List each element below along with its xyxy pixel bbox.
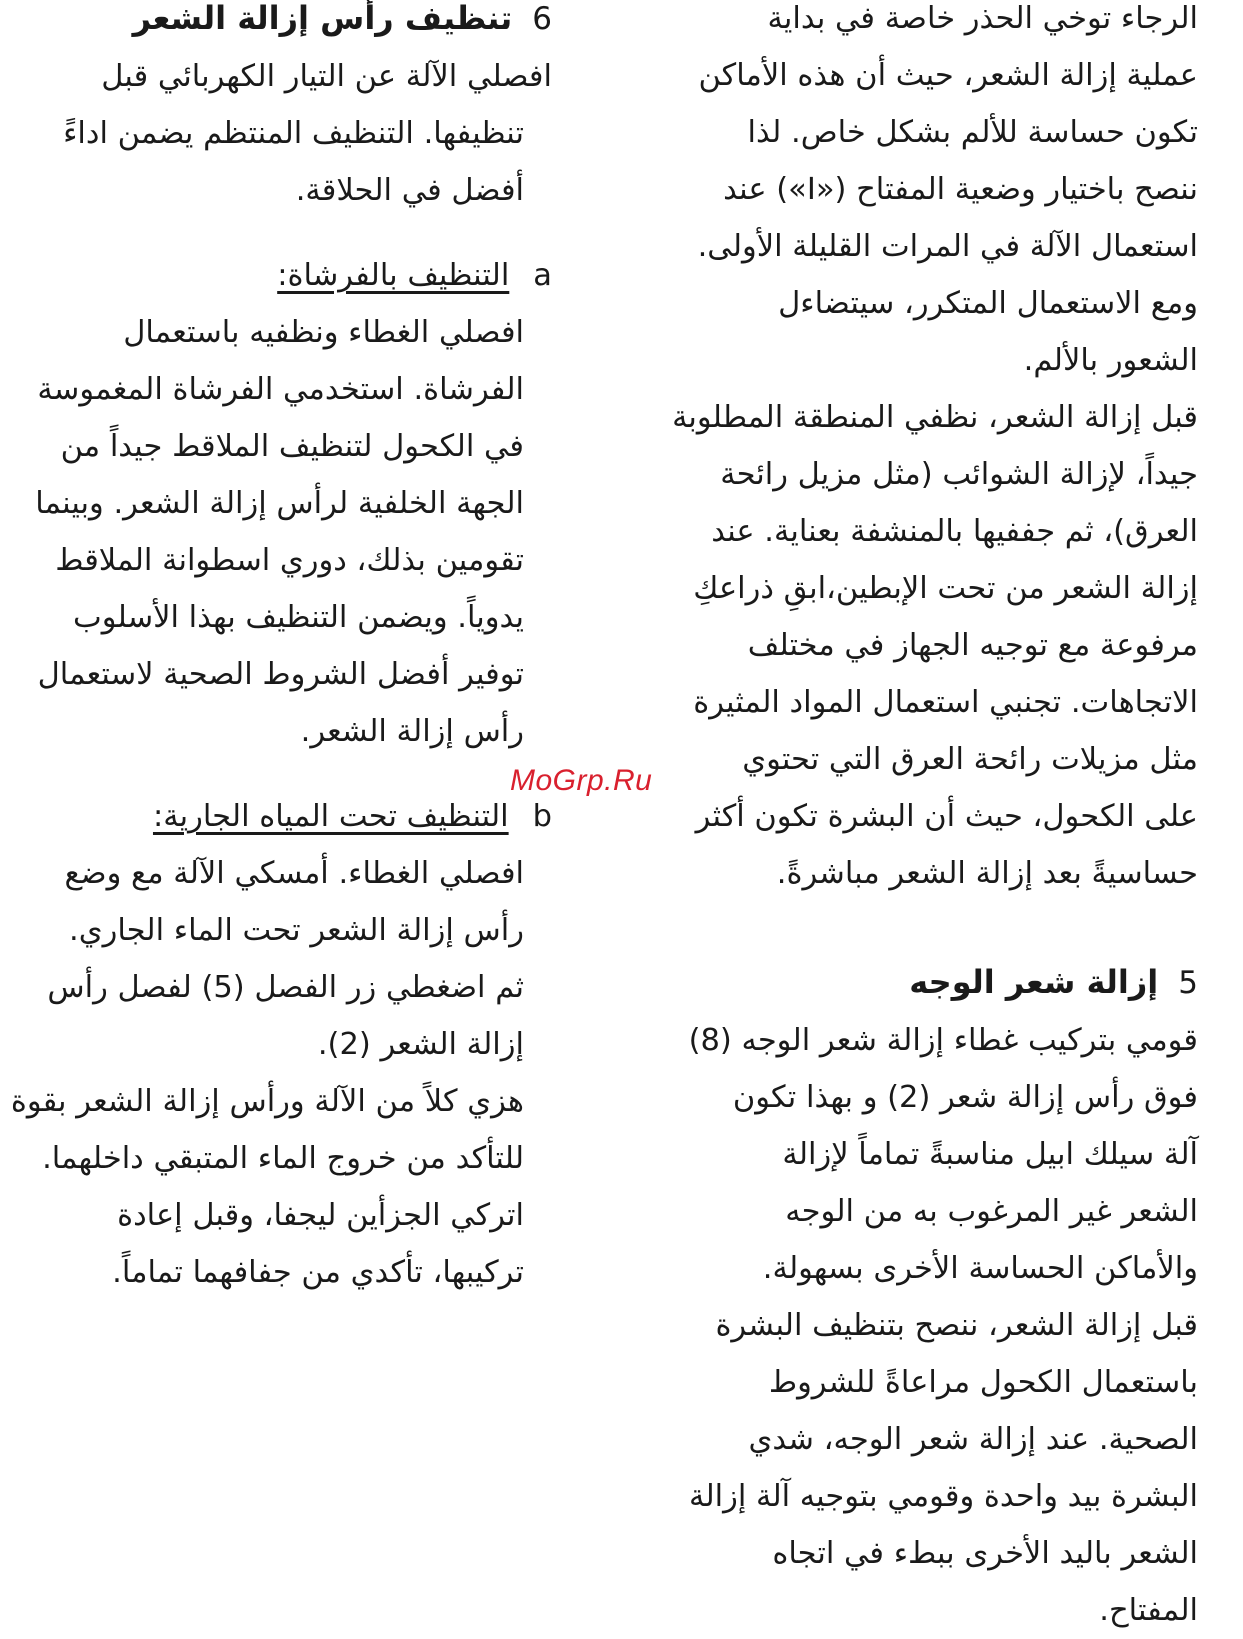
text-line: مثل مزيلات رائحة العرق التي تحتوي: [742, 742, 1198, 777]
section-title: تنظيف رأس إزالة الشعر: [132, 0, 513, 37]
text-line: إزالة الشعر (2).: [317, 1027, 524, 1062]
text-line: الشعر غير المرغوب به من الوجه: [785, 1194, 1198, 1229]
subsection-a: [0, 247, 552, 760]
text-line: والأماكن الحساسة الأخرى بسهولة.: [762, 1251, 1198, 1286]
text-line: تقومين بذلك، دوري اسطوانة الملاقط: [55, 543, 524, 578]
left-column: [0, 0, 552, 1301]
subsection-title: التنظيف بالفرشاة:: [277, 258, 510, 293]
text-line: مرفوعة مع توجيه الجهاز في مختلف: [747, 628, 1198, 663]
text-line: العرق)، ثم جففيها بالمنشفة بعناية. عند: [711, 514, 1198, 549]
watermark-text: MoGrp.Ru: [510, 764, 653, 797]
subsection-letter: b: [532, 799, 552, 834]
text-line: قبل إزالة الشعر، ننصح بتنظيف البشرة: [715, 1308, 1198, 1343]
text-line: فوق رأس إزالة شعر (2) و بهذا تكون: [732, 1080, 1198, 1115]
text-line: افصلي الغطاء. أمسكي الآلة مع وضع: [64, 856, 524, 891]
section-title: إزالة شعر الوجه: [909, 963, 1159, 1001]
text-line: تركيبها، تأكدي من جفافهما تماماً.: [112, 1255, 524, 1290]
text-line: للتأكد من خروج الماء المتبقي داخلهما.: [42, 1141, 524, 1176]
text-line: توفير أفضل الشروط الصحية لاستعمال: [37, 657, 524, 692]
text-line: هزي كلاً من الآلة ورأس إزالة الشعر بقوة: [10, 1084, 524, 1119]
text-line: حساسيةً بعد إزالة الشعر مباشرةً.: [776, 856, 1198, 891]
text-line: قبل إزالة الشعر، نظفي المنطقة المطلوبة: [672, 400, 1198, 435]
text-line: تكون حساسة للألم بشكل خاص. لذا: [747, 115, 1198, 150]
text-line: رأس إزالة الشعر.: [300, 714, 524, 749]
text-line: ومع الاستعمال المتكرر، سيتضاءل: [778, 286, 1198, 321]
text-line: الرجاء توخي الحذر خاصة في بداية: [767, 1, 1198, 36]
text-line: الصحية. عند إزالة شعر الوجه، شدي: [748, 1422, 1198, 1457]
text-line: باستعمال الكحول مراعاةً للشروط: [768, 1365, 1198, 1400]
text-line: الجهة الخلفية لرأس إزالة الشعر. وبينما: [35, 486, 524, 521]
subsection-heading: [0, 247, 552, 304]
text-line: رأس إزالة الشعر تحت الماء الجاري.: [69, 913, 524, 948]
text-line: قومي بتركيب غطاء إزالة شعر الوجه (8): [688, 1023, 1198, 1058]
text-line: ننصح باختيار وضعية المفتاح («I») عند: [723, 172, 1198, 207]
text-line: استعمال الآلة في المرات القليلة الأولى.: [697, 229, 1198, 264]
section-number: 5: [1178, 965, 1198, 1001]
text-line: الفرشاة. استخدمي الفرشاة المغموسة: [37, 372, 524, 407]
text-line: اتركي الجزأين ليجفا، وقبل إعادة: [117, 1198, 524, 1233]
text-line: إزالة الشعر من تحت الإبطين،ابقِ ذراعكِ: [693, 571, 1198, 606]
text-line: جيداً، لإزالة الشوائب (مثل مزيل رائحة: [720, 457, 1198, 492]
text-line: يدوياً. ويضمن التنظيف بهذا الأسلوب: [73, 600, 524, 635]
text-line: افصلي الغطاء ونظفيه باستعمال: [123, 315, 524, 350]
section-5: [638, 954, 1198, 1639]
subsection-heading: [0, 788, 552, 845]
text-line: الاتجاهات. تجنبي استعمال المواد المثيرة: [693, 685, 1198, 720]
section-heading: [0, 0, 552, 48]
subsection-b: [0, 788, 552, 1301]
text-line: آلة سيلك ابيل مناسبةً تماماً لإزالة: [782, 1137, 1198, 1172]
subsection-letter: a: [533, 258, 552, 293]
text-line: في الكحول لتنظيف الملاقط جيداً من: [60, 429, 524, 464]
text-line: ثم اضغطي زر الفصل (5) لفصل رأس: [47, 970, 524, 1005]
section-heading: [638, 954, 1198, 1012]
section-number: 6: [532, 1, 552, 37]
text-line: المفتاح.: [1099, 1593, 1198, 1628]
text-line: افصلي الآلة عن التيار الكهربائي قبل: [101, 59, 552, 94]
prep-paragraph: [638, 389, 1198, 902]
text-line: الشعر باليد الأخرى ببطء في اتجاه: [772, 1536, 1198, 1571]
intro-paragraph: [638, 0, 1198, 389]
text-line: تنظيفها. التنظيف المنتظم يضمن اداءً: [63, 116, 524, 151]
text-line: أفضل في الحلاقة.: [295, 173, 524, 208]
section-6: [0, 0, 552, 219]
text-line: البشرة بيد واحدة وقومي بتوجيه آلة إزالة: [688, 1479, 1198, 1514]
subsection-title: التنظيف تحت المياه الجارية:: [152, 799, 509, 834]
text-line: الشعور بالألم.: [1023, 343, 1198, 378]
text-line: على الكحول، حيث أن البشرة تكون أكثر: [695, 799, 1198, 834]
right-column: [638, 0, 1198, 1639]
text-line: عملية إزالة الشعر، حيث أن هذه الأماكن: [698, 58, 1198, 93]
